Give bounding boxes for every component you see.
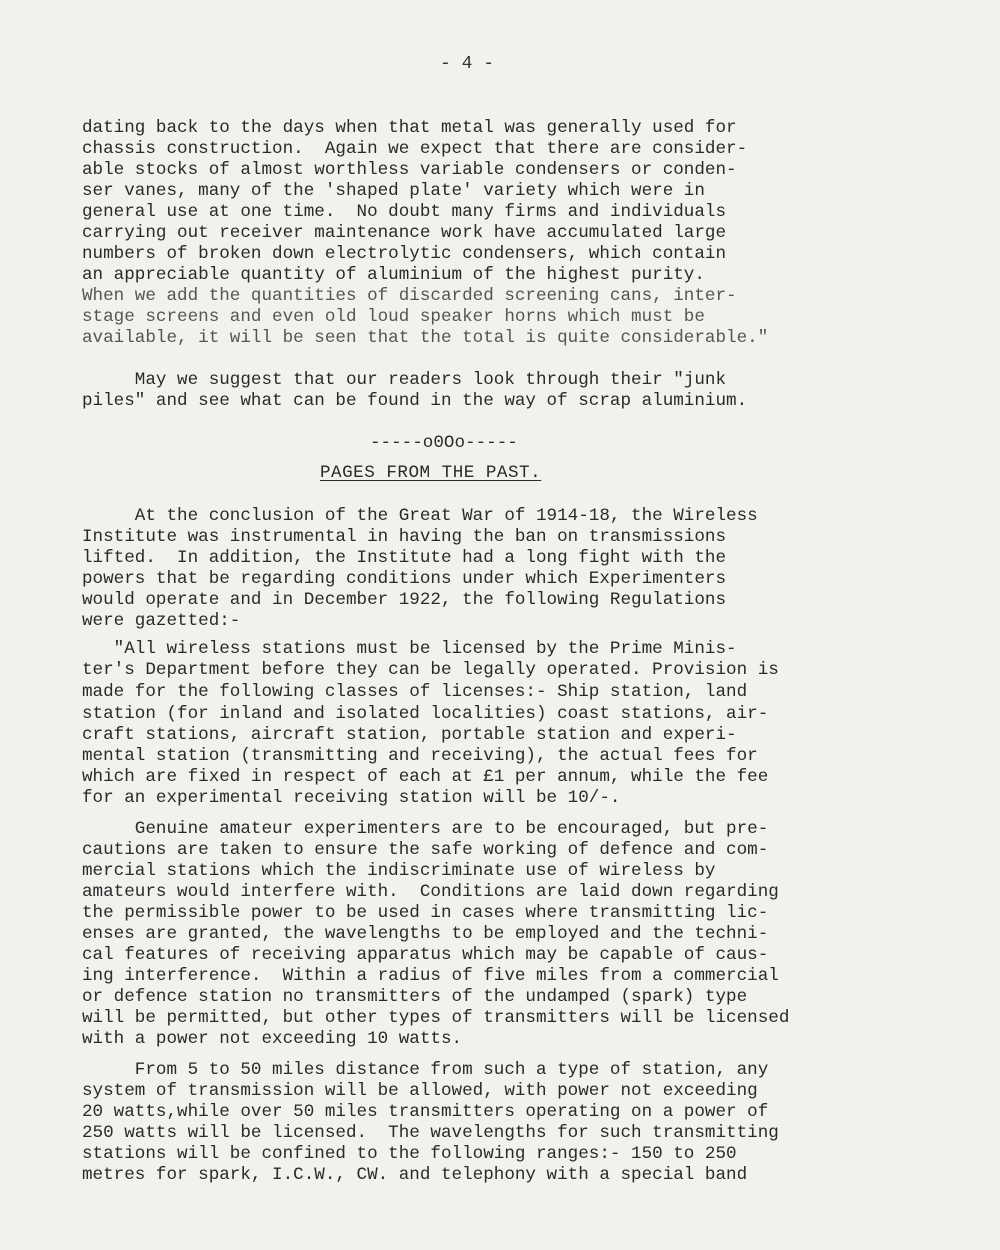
text-line: craft stations, aircraft station, portable station and experi- [82,725,737,745]
text-line: which are fixed in respect of each at £1 per annum, while the fee [82,767,769,787]
text-line: enses are granted, the wavelengths to be employed and the techni- [82,924,769,944]
text-line: amateurs would interfere with. Conditions are laid down regarding [82,882,779,902]
text-line: an appreciable quantity of aluminium of the highest purity. [82,265,705,285]
text-line: ter's Department before they can be legally operated. Provision is [82,660,779,680]
text-line: When we add the quantities of discarded screening cans, inter- [82,286,737,306]
text-line: metres for spark, I.C.W., CW. and telephony with a special band [82,1165,748,1185]
text-line: 20 watts,while over 50 miles transmitters operating on a power of [82,1102,769,1122]
section-separator: -----o0Oo----- [370,433,518,453]
text-line: will be permitted, but other types of transmitters will be licensed [82,1008,790,1028]
text-line: were gazetted:- [82,611,241,631]
text-line: or defence station no transmitters of the undamped (spark) type [82,987,748,1007]
text-line: available, it will be seen that the total is quite considerable." [82,328,769,348]
text-line: mercial stations which the indiscriminate use of wireless by [82,861,716,881]
text-line: general use at one time. No doubt many firms and individuals [82,202,727,222]
text-line: for an experimental receiving station will be 10/-. [82,788,621,808]
text-line: stations will be confined to the following ranges:- 150 to 250 [82,1144,737,1164]
text-line: dating back to the days when that metal was generally used for [82,118,737,138]
text-line: ing interference. Within a radius of five miles from a commercial [82,966,779,986]
text-line: piles" and see what can be found in the way of scrap aluminium. [82,391,748,411]
text-line: mental station (transmitting and receiving), the actual fees for [82,746,758,766]
text-line: ser vanes, many of the 'shaped plate' variety which were in [82,181,705,201]
text-line: would operate and in December 1922, the following Regulations [82,590,727,610]
page-number: - 4 - [440,54,495,74]
text-line: 250 watts will be licensed. The wavelengths for such transmitting [82,1123,779,1143]
text-line: Genuine amateur experimenters are to be encouraged, but pre- [82,819,769,839]
text-line: the permissible power to be used in cases where transmitting lic- [82,903,769,923]
text-line: numbers of broken down electrolytic condensers, which contain [82,244,727,264]
text-line: "All wireless stations must be licensed by the Prime Minis- [82,639,737,659]
text-line: May we suggest that our readers look through their "junk [82,370,727,390]
text-line: lifted. In addition, the Institute had a long fight with the [82,548,727,568]
section-heading: PAGES FROM THE PAST. [320,463,542,483]
text-line: system of transmission will be allowed, with power not exceeding [82,1081,758,1101]
text-line: chassis construction. Again we expect that there are consider- [82,139,748,159]
text-line: powers that be regarding conditions under which Experimenters [82,569,727,589]
text-line: carrying out receiver maintenance work have accumulated large [82,223,727,243]
text-line: stage screens and even old loud speaker horns which must be [82,307,705,327]
text-line: able stocks of almost worthless variable condensers or conden- [82,160,737,180]
text-line: with a power not exceeding 10 watts. [82,1029,463,1049]
text-line: cautions are taken to ensure the safe working of defence and com- [82,840,769,860]
text-line: At the conclusion of the Great War of 1914-18, the Wireless [82,506,758,526]
text-line: cal features of receiving apparatus which may be capable of caus- [82,945,769,965]
text-line: made for the following classes of licenses:- Ship station, land [82,682,748,702]
text-line: station (for inland and isolated localities) coast stations, air- [82,704,769,724]
text-line: Institute was instrumental in having the ban on transmissions [82,527,727,547]
text-line: From 5 to 50 miles distance from such a type of station, any [82,1060,769,1080]
